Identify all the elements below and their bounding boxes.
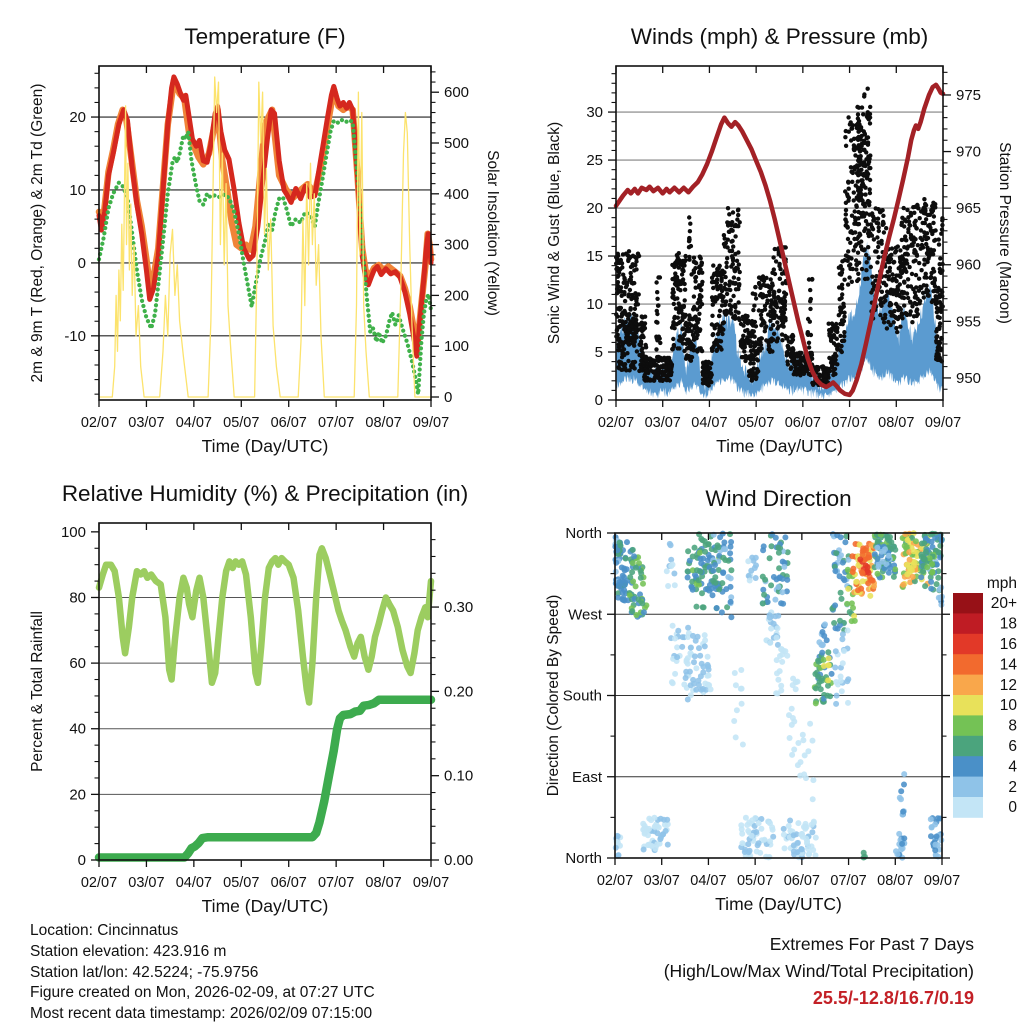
svg-text:100: 100 xyxy=(60,523,86,541)
svg-text:04/07: 04/07 xyxy=(690,873,727,889)
colorbar-cell xyxy=(953,715,983,736)
extremes-summary xyxy=(664,931,974,1012)
svg-text:06/07: 06/07 xyxy=(783,873,821,889)
svg-text:0: 0 xyxy=(77,852,86,869)
svg-text:5: 5 xyxy=(594,344,603,362)
svg-text:500: 500 xyxy=(444,135,470,153)
svg-text:20: 20 xyxy=(586,200,603,218)
svg-text:04/07: 04/07 xyxy=(175,415,213,431)
svg-text:05/07: 05/07 xyxy=(223,415,260,431)
colorbar-label: 6 xyxy=(1008,738,1017,755)
svg-text:04/07: 04/07 xyxy=(175,875,213,891)
colorbar-label: 4 xyxy=(1008,758,1017,776)
winds-pressure-chart-right-label: Station Pressure (Maroon) xyxy=(996,142,1013,324)
colorbar-cell xyxy=(953,593,983,614)
colorbar-label: 8 xyxy=(1008,717,1017,735)
svg-text:08/07: 08/07 xyxy=(878,415,915,431)
humidity-precip-chart-left-label: Percent & Total Rainfall xyxy=(29,611,46,772)
svg-text:02/07: 02/07 xyxy=(596,873,634,889)
colorbar-cell xyxy=(953,777,983,798)
colorbar-cell xyxy=(953,756,983,777)
station-location: Location: Cincinnatus xyxy=(30,922,179,939)
station-info xyxy=(30,921,375,1024)
svg-text:0: 0 xyxy=(594,392,603,409)
svg-text:03/07: 03/07 xyxy=(644,415,681,431)
temperature-chart-xlabel: Time (Day/UTC) xyxy=(201,436,329,456)
svg-text:20: 20 xyxy=(69,109,86,127)
svg-text:07/07: 07/07 xyxy=(830,873,867,889)
svg-text:60: 60 xyxy=(69,655,86,673)
svg-text:East: East xyxy=(571,768,602,786)
colorbar-label: 2 xyxy=(1008,778,1017,796)
colorbar-label: 12 xyxy=(999,676,1017,694)
svg-text:960: 960 xyxy=(956,256,982,274)
winds-pressure-chart-left-label: Sonic Wind & Gust (Blue, Black) xyxy=(546,121,563,345)
humidity-precip-chart-xlabel: Time (Day/UTC) xyxy=(201,896,329,916)
svg-text:10: 10 xyxy=(69,181,86,199)
extremes-title: Extremes For Past 7 Days xyxy=(769,934,974,954)
svg-text:05/07: 05/07 xyxy=(736,873,774,889)
svg-text:06/07: 06/07 xyxy=(784,415,822,431)
winds-pressure-chart-title: Winds (mph) & Pressure (mb) xyxy=(630,24,929,49)
colorbar-cell xyxy=(953,797,983,818)
svg-text:09/07: 09/07 xyxy=(924,415,962,431)
svg-text:North: North xyxy=(565,525,602,542)
colorbar-cell xyxy=(953,675,983,696)
svg-text:40: 40 xyxy=(69,720,86,738)
colorbar-label: 10 xyxy=(999,697,1017,715)
speed-colorbar xyxy=(953,575,1017,818)
svg-text:0.30: 0.30 xyxy=(444,599,474,617)
svg-text:970: 970 xyxy=(956,143,982,161)
svg-text:965: 965 xyxy=(956,200,982,218)
temperature-chart-title: Temperature (F) xyxy=(184,24,346,49)
svg-text:-10: -10 xyxy=(64,327,86,345)
svg-text:20: 20 xyxy=(69,786,86,804)
temperature-chart-right-label: Solar Insolation (Yellow) xyxy=(484,150,501,316)
relative-humidity xyxy=(99,548,431,702)
svg-text:03/07: 03/07 xyxy=(128,415,165,431)
colorbar-cell xyxy=(953,634,983,655)
svg-text:08/07: 08/07 xyxy=(365,415,402,431)
svg-text:02/07: 02/07 xyxy=(80,415,118,431)
svg-text:08/07: 08/07 xyxy=(877,873,914,889)
wind-direction-chart-xlabel: Time (Day/UTC) xyxy=(715,894,842,914)
humidity-precip-chart xyxy=(29,481,473,916)
svg-text:400: 400 xyxy=(444,185,470,203)
svg-text:80: 80 xyxy=(69,589,86,607)
colorbar-label: 16 xyxy=(999,636,1017,653)
temperature-chart-left-label: 2m & 9m T (Red, Orange) & 2m Td (Green) xyxy=(29,83,46,383)
temperature-chart xyxy=(29,24,501,456)
svg-text:0: 0 xyxy=(77,254,86,272)
winds-pressure-chart xyxy=(546,24,1013,456)
colorbar-unit-label: mph xyxy=(986,575,1017,592)
svg-text:950: 950 xyxy=(956,369,982,387)
svg-text:955: 955 xyxy=(956,313,982,331)
svg-text:100: 100 xyxy=(444,338,470,356)
svg-text:05/07: 05/07 xyxy=(223,875,260,891)
svg-text:02/07: 02/07 xyxy=(597,415,635,431)
extremes-values: 25.5/-12.8/16.7/0.19 xyxy=(812,988,974,1008)
colorbar-cell xyxy=(953,736,983,757)
svg-text:03/07: 03/07 xyxy=(128,875,165,891)
svg-text:09/07: 09/07 xyxy=(412,415,450,431)
wind-direction-chart-title: Wind Direction xyxy=(705,486,852,511)
svg-text:South: South xyxy=(562,687,602,705)
colorbar-label: 14 xyxy=(999,656,1017,674)
svg-text:West: West xyxy=(568,606,602,624)
svg-text:03/07: 03/07 xyxy=(643,873,680,889)
svg-text:25: 25 xyxy=(586,152,603,170)
svg-text:300: 300 xyxy=(444,236,470,254)
svg-text:10: 10 xyxy=(586,296,603,314)
svg-text:0.10: 0.10 xyxy=(444,767,474,785)
svg-text:975: 975 xyxy=(956,86,982,104)
figure-created: Figure created on Mon, 2026-02-09, at 07:27 UTC xyxy=(30,984,375,1002)
colorbar-cell xyxy=(953,613,983,634)
wind-direction-chart-left-label: Direction (Colored By Speed) xyxy=(545,594,562,797)
total-precipitation xyxy=(99,700,431,858)
colorbar-label: 20+ xyxy=(990,595,1017,613)
svg-text:08/07: 08/07 xyxy=(365,875,402,891)
svg-text:07/07: 07/07 xyxy=(317,415,355,431)
svg-text:200: 200 xyxy=(444,287,470,305)
colorbar-label: 0 xyxy=(1008,799,1017,817)
data-timestamp: Most recent data timestamp: 2026/02/09 07:15:00 xyxy=(30,1005,373,1023)
svg-text:0: 0 xyxy=(444,389,453,407)
svg-text:06/07: 06/07 xyxy=(270,875,307,891)
colorbar-label: 18 xyxy=(999,615,1017,633)
svg-text:600: 600 xyxy=(444,84,470,102)
svg-text:15: 15 xyxy=(586,248,603,266)
svg-text:02/07: 02/07 xyxy=(80,875,118,891)
svg-text:0.00: 0.00 xyxy=(444,852,474,869)
svg-text:07/07: 07/07 xyxy=(831,415,868,431)
svg-text:0.20: 0.20 xyxy=(444,683,474,701)
winds-pressure-chart-xlabel: Time (Day/UTC) xyxy=(716,436,843,456)
svg-text:30: 30 xyxy=(586,104,603,122)
station-latlon: Station lat/lon: 42.5224; -75.9756 xyxy=(30,963,259,981)
colorbar-cell xyxy=(953,654,983,675)
svg-text:North: North xyxy=(565,850,602,867)
svg-text:07/07: 07/07 xyxy=(317,875,355,891)
colorbar-cell xyxy=(953,695,983,716)
svg-text:05/07: 05/07 xyxy=(737,415,775,431)
extremes-subtitle: (High/Low/Max Wind/Total Precipitation) xyxy=(663,961,974,981)
station-elevation: Station elevation: 423.916 m xyxy=(30,942,227,960)
svg-text:04/07: 04/07 xyxy=(691,415,728,431)
humidity-precip-chart-title: Relative Humidity (%) & Precipitation (in) xyxy=(61,481,469,506)
svg-text:06/07: 06/07 xyxy=(270,415,307,431)
svg-text:09/07: 09/07 xyxy=(412,875,450,891)
svg-text:09/07: 09/07 xyxy=(923,873,961,889)
wind-direction-chart xyxy=(545,486,1017,914)
